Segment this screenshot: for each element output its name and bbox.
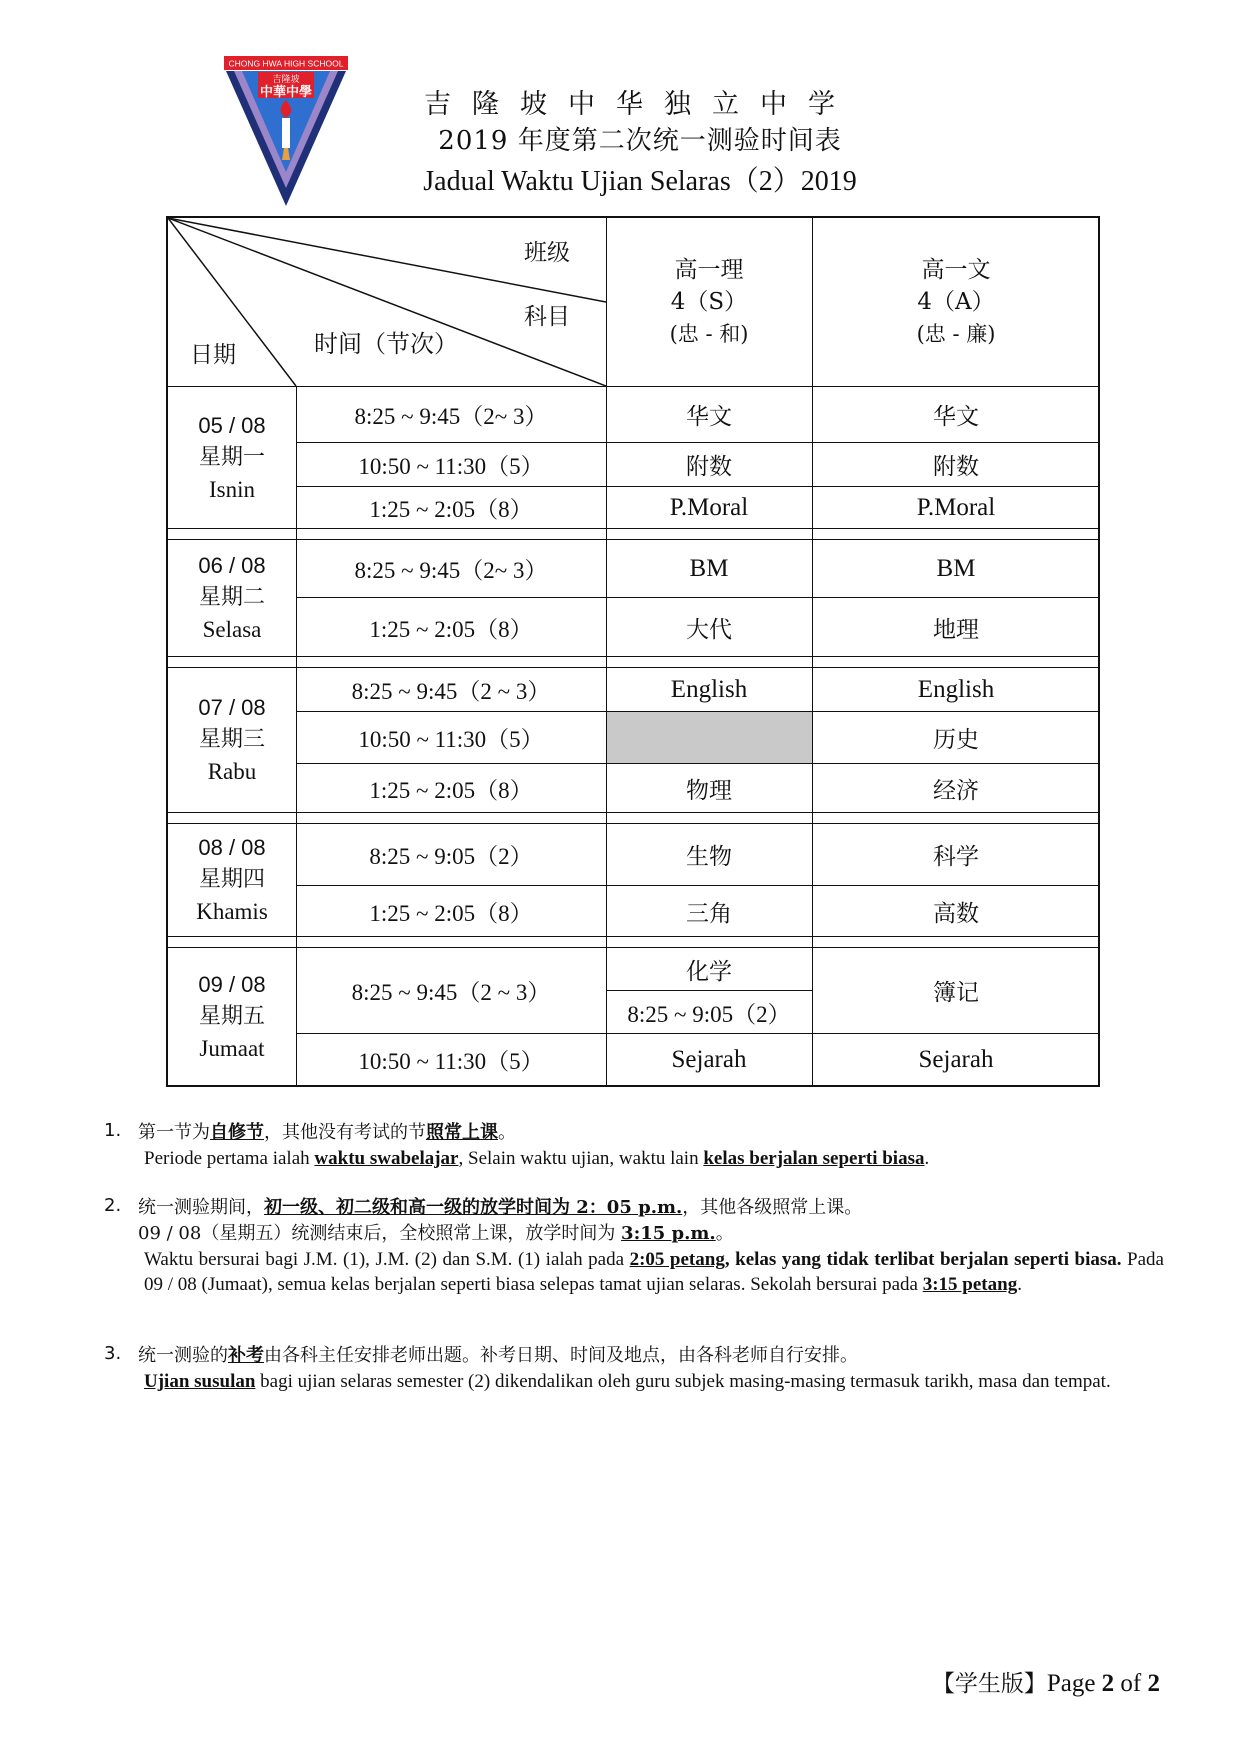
header-subject-label: 科目 (524, 304, 570, 330)
note-number: 2. (104, 1195, 122, 1216)
day-date: 06 / 08 (198, 553, 266, 578)
slot-time: 8:25 ~ 9:45（2 ~ 3） (351, 679, 551, 704)
day-name-ms: Rabu (207, 759, 257, 784)
day-monday (168, 387, 296, 528)
page-total: 2 (1147, 1670, 1160, 1697)
page-number: 2 (1101, 1670, 1115, 1697)
slot-subject-arts: English (917, 675, 995, 703)
day-name-ms: Selasa (202, 617, 262, 642)
note-number: 1. (104, 1120, 122, 1141)
day-date: 07 / 08 (198, 695, 266, 720)
note-text-cn-2: 09 / 08（星期五）统测结束后，全校照常上课，放学时间为 3:15 p.m.。 (138, 1223, 734, 1244)
slot-subject-sci: 化学 (686, 958, 732, 985)
slot-time: 10:50 ~ 11:30（5） (358, 727, 544, 752)
note-text-ms: Waktu bersurai bagi J.M. (1), J.M. (2) dan S.M. (1) ialah pada 2:05 petang, kelas yang tidak terlibat berjalan seperti biasa. Pada 09 / 08 (Jumaat), semua kelas berjalan seperti biasa selepas tamat ujian selaras. Sekolah bersurai pada 3:15 petang. (144, 1249, 1164, 1295)
slot-subject-sci: 附数 (686, 454, 732, 480)
logo-small-text: 吉隆坡 (272, 75, 300, 85)
slot-time: 1:25 ~ 2:05（8） (369, 616, 533, 642)
note-2 (104, 1195, 1164, 1297)
slot-subject-sci: 生物 (686, 844, 732, 870)
day-thursday (168, 824, 296, 936)
slot-time: 8:25 ~ 9:05（2） (369, 844, 533, 869)
slot-subject-arts: 经济 (933, 777, 979, 804)
day-name-ms: Khamis (196, 899, 268, 924)
school-logo (224, 56, 348, 208)
note-3 (104, 1343, 1164, 1394)
slot-time: 8:25 ~ 9:45（2~ 3） (354, 404, 548, 429)
slot-subject-sci: 物理 (686, 777, 732, 804)
note-text-ms: Periode pertama ialah waktu swabelajar, Selain waktu ujian, waktu lain kelas berjalan seperti biasa. (144, 1148, 930, 1169)
slot-subject-arts: 历史 (933, 727, 979, 753)
note-text-cn: 统一测验的补考由各科主任安排老师出题。补考日期、时间及地点，由各科老师自行安排。 (138, 1345, 858, 1366)
page-prefix: Page (1046, 1670, 1102, 1697)
slot-subject-arts: 附数 (933, 454, 979, 480)
note-text-cn: 统一测验期间，初一级、初二级和高一级的放学时间为 2：05 p.m.，其他各级照常上课。 (138, 1197, 863, 1218)
col-sci-class: 4（S） (670, 289, 748, 315)
day-name-cn: 星期三 (198, 727, 265, 752)
day-date: 05 / 08 (198, 412, 266, 438)
exam-timetable (166, 216, 1100, 1087)
slot-subject-arts: 地理 (933, 616, 979, 643)
slot-subject-sci: 大代 (686, 616, 732, 643)
slot-subject-sci: BM (689, 554, 729, 582)
version-label: 【学生版】 (931, 1671, 1047, 1697)
note-1 (104, 1120, 1164, 1171)
slot-time: 8:25 ~ 9:45（2~ 3） (354, 558, 548, 583)
title-school: 吉隆坡中华独立中学 (424, 89, 856, 120)
slot-subject-arts: 簿记 (933, 980, 979, 1006)
day-name-ms: Isnin (209, 476, 255, 502)
slot-time: 1:25 ~ 2:05（8） (369, 497, 533, 522)
slot-time: 1:25 ~ 2:05（8） (369, 900, 533, 926)
slot-subject-arts: 高数 (933, 900, 979, 927)
slot-subject-sci: Sejarah (671, 1045, 747, 1073)
day-name-cn: 星期一 (198, 444, 265, 470)
slot-subject-sci: English (670, 675, 748, 703)
day-date: 08 / 08 (198, 835, 266, 860)
slot-subject-arts: 科学 (933, 844, 979, 870)
note-text-cn: 第一节为自修节，其他没有考试的节照常上课。 (138, 1122, 516, 1143)
logo-big-text: 中華中學 (259, 85, 313, 100)
day-name-cn: 星期二 (198, 585, 265, 610)
slot-time: 8:25 ~ 9:45（2 ~ 3） (351, 980, 551, 1005)
slot-subject-sci: 三角 (686, 900, 732, 927)
slot-time: 10:50 ~ 11:30（5） (358, 454, 544, 479)
day-wednesday (168, 668, 296, 812)
page-footer (932, 1665, 1160, 1698)
col-sci-name: 高一理 (674, 257, 744, 283)
header-time-label: 时间（节次） (314, 330, 458, 358)
day-name-cn: 星期五 (198, 1004, 265, 1029)
header-date-label: 日期 (190, 342, 236, 368)
slot-subject-arts: Sejarah (918, 1045, 994, 1073)
day-tuesday (168, 540, 296, 656)
col-arts-class: 4（A） (917, 289, 995, 315)
col-arts-group: (忠 - 廉) (916, 322, 996, 346)
slot-subject-arts: P.Moral (916, 493, 996, 521)
slot-subject-arts: 华文 (933, 404, 979, 430)
day-name-cn: 星期四 (198, 867, 265, 892)
slot-time: 10:50 ~ 11:30（5） (358, 1049, 544, 1074)
page-of: of (1114, 1670, 1148, 1697)
day-date: 09 / 08 (198, 972, 266, 997)
slot-sub-time: 8:25 ~ 9:05（2） (627, 1001, 791, 1027)
logo-banner-text: CHONG HWA HIGH SCHOOL (228, 58, 344, 69)
col-sci-group: (忠 - 和) (669, 322, 749, 346)
title-malay: Jadual Waktu Ujian Selaras（2）2019 (423, 166, 857, 197)
day-name-ms: Jumaat (199, 1036, 265, 1061)
title-year: 2019 年度第二次统一测验时间表 (438, 126, 842, 156)
column-header-arts (812, 218, 1100, 386)
col-arts-name: 高一文 (921, 257, 991, 283)
slot-time: 1:25 ~ 2:05（8） (369, 777, 533, 803)
slot-subject-arts: BM (936, 554, 976, 582)
empty-slot (607, 712, 812, 763)
slot-subject-sci: 华文 (686, 404, 732, 430)
slot-subject-sci: P.Moral (669, 493, 749, 521)
note-number: 3. (104, 1343, 122, 1364)
day-friday (168, 948, 296, 1086)
note-text-ms: Ujian susulan bagi ujian selaras semester (2) dikendalikan oleh guru subjek masing-masing termasuk tarikh, masa dan tempat. (144, 1371, 1111, 1392)
column-header-science (606, 218, 812, 386)
header-class-label: 班级 (524, 240, 570, 266)
